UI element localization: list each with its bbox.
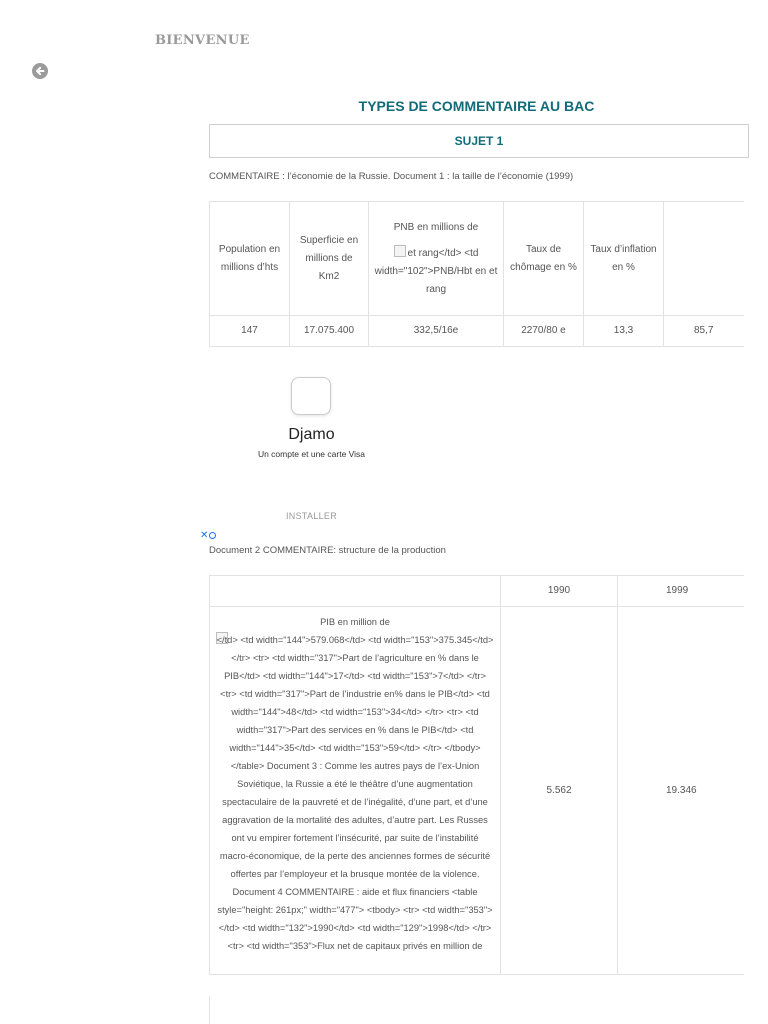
subject-heading: SUJET 1 <box>209 124 749 158</box>
ad-app-name[interactable]: Djamo <box>288 426 335 443</box>
table-cell <box>210 607 501 975</box>
table-cell: 2270/80 e <box>504 316 584 347</box>
table-header-row <box>210 202 745 316</box>
table-header-cell: Superficie en millions de Km2 <box>290 202 369 316</box>
cell-title: PIB en million de <box>320 617 390 627</box>
ad-app-icon[interactable] <box>291 377 331 415</box>
table-header-cell: Taux d’inflation en % <box>584 202 664 316</box>
table1-container <box>209 201 744 348</box>
broken-image-icon <box>394 245 406 257</box>
table-header-cell: 1999 <box>618 576 745 607</box>
header-text: PNB en millions de <box>393 221 479 233</box>
table-cell: 85,7 <box>664 316 745 347</box>
close-icon[interactable]: ✕ <box>200 530 209 541</box>
table-header-cell: Population en millions d’hts <box>210 202 290 316</box>
table-header-cell <box>369 202 504 316</box>
table-cell: 19.346 <box>618 607 745 975</box>
cell-body: </td> <td width="144">579.068</td> <td width="153">375.345</td> </tr> <tr> <td width="317">Part de l’agriculture en % dans le PIB</td> <td width="144">17</td> <td width="153">7</td> </tr> <tr> <td width="317">Part de l’industrie en% dans le PIB</td> <td width="144">48</td> <td width="153">34</td> </tr> <tr> <td width="317">Part des services en % dans le PIB</td> <td width="144">35</td> <td width="153">59</td> </tr> </tbody> </table> Document 3 : Comme les autres pays de l’ex-Union Soviétique, la Russie a été le théâtre d’une augmentation spectaculaire de la pauvreté et de l’inégalité, d’une part, et d’une aggravation de la mortalité des adultes, d’autre part. Les Russes ont vu empirer fortement l’insécurité, par suite de l’instabilité macro-économique, de la perte des anciennes formes de sécurité offertes par l’employeur et la brusque montée de la violence. Document 4 COMMENTAIRE : aide et flux financiers <table style="height: 261px;" width="477"> <tbody> <tr> <td width="353"></td> <td width="132">1990</td> <td width="129">1998</td> </tr> <tr> <td width="353">Flux net de capitaux privés en million de <box>216 635 494 951</box>
table2-container <box>209 575 744 975</box>
table-cell: 17.075.400 <box>290 316 369 347</box>
table-cell: 332,5/16e <box>369 316 504 347</box>
intro-paragraph: COMMENTAIRE : l’économie de la Russie. Document 1 : la taille de l’économie (1999) <box>209 171 574 182</box>
info-icon[interactable] <box>209 532 216 539</box>
table-row <box>210 607 745 975</box>
doc2-label: Document 2 COMMENTAIRE: structure de la production <box>209 545 446 556</box>
table-header-cell <box>210 576 501 607</box>
table-header-cell: Taux de chômage en % <box>504 202 584 316</box>
table-cell: 13,3 <box>584 316 664 347</box>
production-structure-table <box>209 575 744 975</box>
ad-tagline: Un compte et une carte Visa <box>257 449 366 459</box>
arrow-left-circle-icon <box>32 63 48 79</box>
table-row <box>210 316 745 347</box>
header-broken-text: et rang</td> <td width="102">PNB/Hbt en et rang <box>373 245 499 299</box>
economy-size-table <box>209 201 744 347</box>
table-cell: 147 <box>210 316 290 347</box>
page-title: TYPES DE COMMENTAIRE AU BAC <box>358 98 595 114</box>
table-header-row <box>210 576 745 607</box>
divider <box>209 996 210 1024</box>
table-cell: 5.562 <box>501 607 618 975</box>
table-header-cell: 1990 <box>501 576 618 607</box>
site-brand[interactable]: BIENVENUE <box>155 33 250 48</box>
back-button[interactable] <box>32 63 48 79</box>
table-header-cell <box>664 202 745 316</box>
ad-install-button[interactable]: INSTALLER <box>285 511 338 521</box>
